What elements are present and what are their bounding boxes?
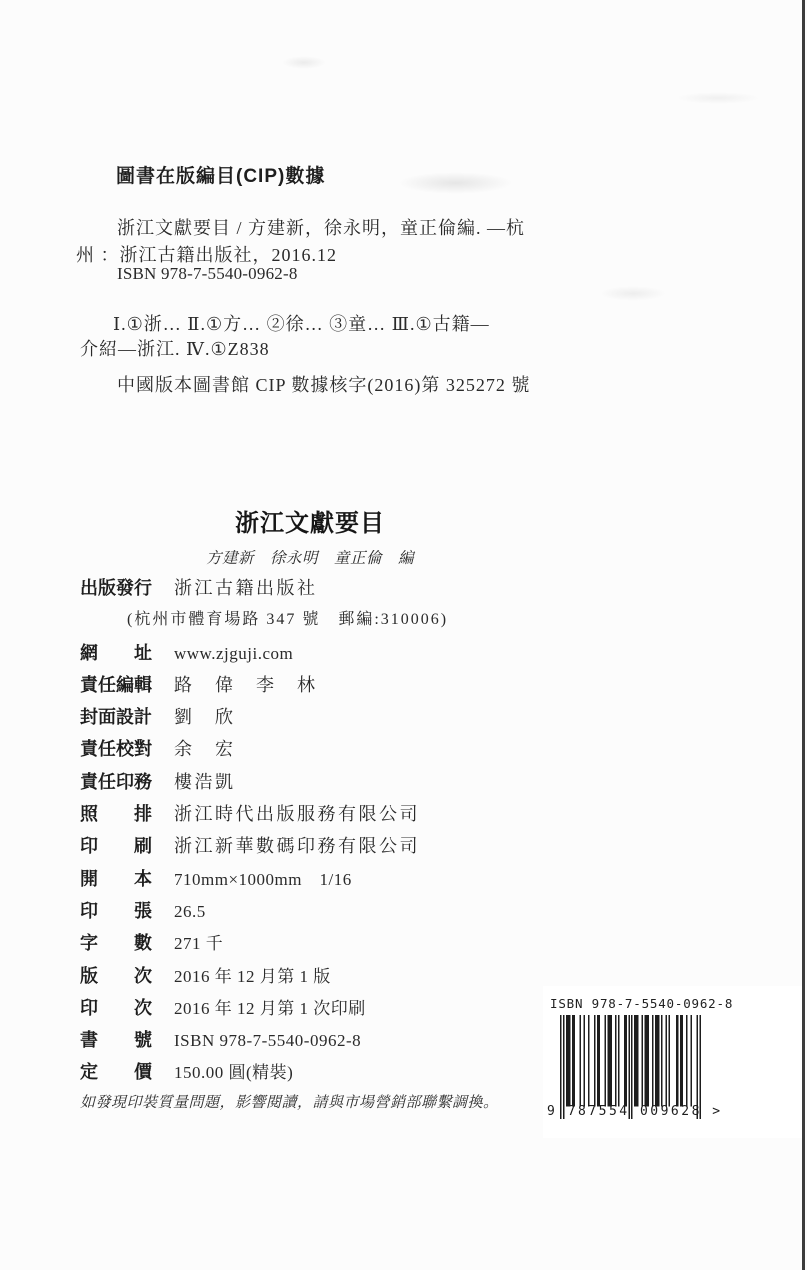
- colophon-label: 印 張: [80, 900, 152, 921]
- colophon-row-impression: [80, 992, 550, 1024]
- colophon-label: 責任印務: [80, 771, 152, 792]
- colophon-label: 字 數: [80, 933, 152, 954]
- colophon-row-print-manager: [80, 766, 550, 798]
- colophon-row-price: [80, 1056, 550, 1088]
- colophon-value: 余 宏: [174, 739, 236, 760]
- colophon-row-website: [80, 637, 550, 669]
- barcode-block: [543, 986, 803, 1138]
- colophon-value: 2016 年 12 月第 1 次印刷: [174, 998, 366, 1018]
- cip-classification-line-1: Ⅰ.①浙… Ⅱ.①方… ②徐… ③童… Ⅲ.①古籍—: [113, 314, 490, 334]
- colophon-label: 印 刷: [80, 836, 152, 857]
- colophon-list: [80, 572, 550, 1089]
- colophon-value: 浙江時代出版服務有限公司: [174, 804, 420, 825]
- colophon-value: (杭州市體育場路 347 號 郵編:310006): [127, 611, 449, 629]
- book-editors: 方建新 徐永明 童正倫 編: [205, 550, 414, 567]
- colophon-label: 版 次: [80, 965, 152, 986]
- barcode-digits: 9 787554 009628 >: [547, 1104, 723, 1119]
- colophon-row-editor: [80, 669, 550, 701]
- colophon-label: 責任校對: [80, 739, 152, 760]
- colophon-row-word-count: [80, 927, 550, 959]
- colophon-value: 浙江新華數碼印務有限公司: [174, 836, 420, 857]
- colophon-row-book-number: [80, 1024, 550, 1056]
- book-title: 浙江文獻要目: [235, 510, 385, 537]
- cip-description-line-2: 州 ：浙江古籍出版社，2016.12: [76, 245, 337, 265]
- colophon-value: 浙江古籍出版社: [174, 578, 318, 598]
- cip-record-line: 中國版本圖書館 CIP 數據核字(2016)第 325272 號: [117, 375, 531, 395]
- colophon-label: 印 次: [80, 997, 152, 1018]
- cip-isbn-line: ISBN 978-7-5540-0962-8: [117, 264, 298, 283]
- colophon-value: 26.5: [174, 901, 206, 921]
- colophon-row-address: [80, 604, 550, 636]
- colophon-row-cover-design: [80, 701, 550, 733]
- colophon-value: 劉 欣: [174, 707, 236, 728]
- scan-smudge: [282, 56, 326, 69]
- colophon-row-printing: [80, 830, 550, 862]
- colophon-value: ISBN 978-7-5540-0962-8: [174, 1031, 362, 1051]
- colophon-value: www.zjguji.com: [174, 643, 294, 663]
- colophon-row-sheets: [80, 895, 550, 927]
- colophon-value: 路 偉 李 林: [174, 674, 318, 695]
- colophon-label: 封面設計: [80, 707, 152, 728]
- barcode-isbn-text: ISBN 978-7-5540-0962-8: [550, 996, 734, 1011]
- cip-description-line-1: 浙江文獻要目 / 方建新，徐永明，童正倫編. —杭: [117, 218, 525, 238]
- cip-heading: 圖書在版編目(CIP)數據: [116, 166, 326, 187]
- scan-smudge: [676, 92, 760, 104]
- scan-smudge: [398, 172, 513, 194]
- colophon-label: 開 本: [80, 868, 152, 889]
- colophon-label: 照 排: [80, 804, 152, 825]
- colophon-row-edition: [80, 960, 550, 992]
- colophon-value: 150.00 圓(精裝): [174, 1063, 294, 1083]
- colophon-value: 710mm×1000mm 1/16: [174, 869, 352, 889]
- colophon-row-publisher: [80, 572, 550, 604]
- colophon-value: 樓浩凱: [174, 771, 236, 792]
- colophon-label: 出版發行: [80, 578, 152, 598]
- colophon-label: 書 號: [80, 1030, 152, 1051]
- colophon-label: 定 價: [80, 1062, 152, 1083]
- colophon-label: 網 址: [80, 642, 152, 663]
- scan-smudge: [600, 286, 666, 301]
- colophon-value: 271 千: [174, 934, 224, 954]
- colophon-label: 責任編輯: [80, 674, 152, 695]
- cip-classification-line-2: 介紹—浙江. Ⅳ.①Z838: [80, 339, 270, 359]
- colophon-value: 2016 年 12 月第 1 版: [174, 966, 331, 986]
- colophon-row-typesetting: [80, 798, 550, 830]
- colophon-row-proofreader: [80, 733, 550, 765]
- colophon-row-format: [80, 863, 550, 895]
- scan-edge-line: [802, 0, 805, 1270]
- quality-note: 如發現印裝質量問題，影響閱讀，請與市場營銷部聯繫調換。: [80, 1095, 499, 1111]
